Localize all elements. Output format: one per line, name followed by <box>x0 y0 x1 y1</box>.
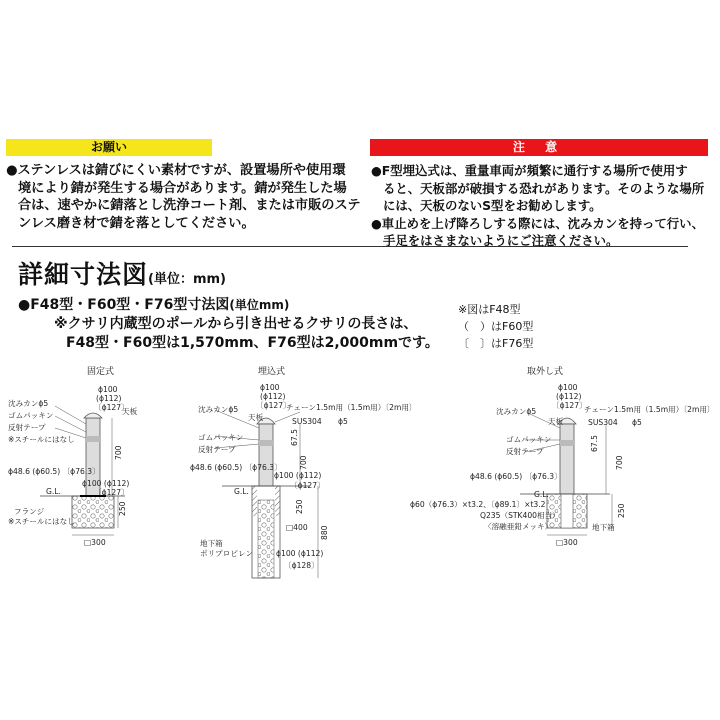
caption-removable: 取外し式 <box>527 367 564 377</box>
caution-line: ると、天板部が破損する恐れがあります。そのような場所 <box>383 180 705 196</box>
fixed-d-mid: ϕ100 (ϕ112) <box>82 479 130 488</box>
removable-pipe: ϕ48.6 (ϕ60.5) 〔ϕ76.3〕 <box>470 472 562 481</box>
removable-sus: SUS304 <box>588 418 618 427</box>
notice-line: 境により錆が発生する場合があります。錆が発生した場 <box>18 180 347 196</box>
buried-h880: 880 <box>320 525 329 540</box>
removable-d-top3: 〔ϕ127〕 <box>552 401 587 410</box>
buried-d5: ϕ5 <box>338 417 348 426</box>
heading-unit: (単位：mm) <box>148 272 226 287</box>
removable-d5: ϕ5 <box>632 418 642 427</box>
buried-box-label: 地下箱 <box>200 539 223 548</box>
fixed-h250: 250 <box>118 501 127 516</box>
fixed-type-drawing <box>8 385 138 547</box>
fixed-rubber: ゴムパッキン <box>8 411 54 420</box>
fixed-w300: □300 <box>84 538 106 547</box>
removable-sink: 沈みカンϕ5 <box>496 407 537 416</box>
notice-line: ●ステンレスは錆びにくい素材ですが、設置場所や使用環 <box>6 163 346 178</box>
removable-d-top: ϕ100 <box>558 383 578 392</box>
fixed-pipe: ϕ48.6 (ϕ60.5) 〔ϕ76.3〕 <box>8 467 100 476</box>
removable-box: 地下箱 <box>592 523 615 532</box>
notice-line: ンレス磨き材で錆を落としてください。 <box>18 215 255 231</box>
subheading <box>18 296 439 353</box>
fixed-cap <box>84 413 102 418</box>
fixed-foundation <box>72 496 114 528</box>
caption-fixed: 固定式 <box>87 367 115 377</box>
removable-tenban: 天板 <box>548 417 564 426</box>
removable-tape: 反射テープ <box>506 447 544 456</box>
buried-h250: 250 <box>295 499 304 514</box>
buried-pp: ポリプロピレン <box>200 549 253 558</box>
buried-type-drawing <box>190 383 417 578</box>
section-heading <box>18 255 226 291</box>
fixed-nosteel: ※スチールにはなし <box>8 435 75 444</box>
caution-line: 手足をはさまないようにご注意ください。 <box>383 233 619 248</box>
fixed-d-top3: 〔ϕ127〕 <box>94 403 129 412</box>
fixed-sink: 沈みカンϕ5 <box>8 399 49 408</box>
buried-pipe: ϕ48.6 (ϕ60.5) 〔ϕ76.3〕 <box>190 463 282 472</box>
heading-title: 詳細寸法図 <box>18 260 149 289</box>
caution-line: ●車止めを上げ降ろしする際には、沈みカンを持って行い、 <box>371 215 704 231</box>
caution-title-bar <box>370 139 708 156</box>
fixed-tenban: 天板 <box>122 407 138 416</box>
removable-base: ϕ60（ϕ76.3）×t3.2、〔ϕ89.1〕×t3.2 <box>410 500 546 509</box>
removable-galv: 〈溶融亜鉛メッキ〉 <box>484 522 553 531</box>
fixed-nosteel2: ※スチールにはなし <box>8 517 75 526</box>
removable-gl: G.L. <box>534 490 549 499</box>
buried-tenban: 天板 <box>248 413 264 422</box>
caution-title: 注 意 <box>512 140 566 154</box>
removable-type-drawing <box>410 383 715 547</box>
buried-d-bot2: 〔ϕ128〕 <box>284 561 319 570</box>
fixed-gl: G.L. <box>46 487 61 496</box>
fixed-flange-label: フランジ <box>14 507 45 516</box>
fixed-d-top: ϕ100 <box>98 385 118 394</box>
chain-note-1: ※クサリ内蔵型のポールから引き出せるクサリの長さは、 <box>54 316 418 332</box>
buried-h700: 700 <box>299 455 308 470</box>
buried-h675: 67.5 <box>290 429 299 446</box>
notice-title-bar <box>6 139 212 156</box>
buried-d-top: ϕ100 <box>260 383 280 392</box>
buried-pole <box>259 424 273 486</box>
notice-text <box>6 162 361 232</box>
buried-d-mid2: 〔ϕ127〕 <box>290 481 325 490</box>
subheading-title: ●F48型・F60型・F76型寸法図 <box>18 297 230 313</box>
fixed-reflect-tape <box>86 436 100 442</box>
fixed-h700: 700 <box>114 445 123 460</box>
legend-item: 〔 〕はF76型 <box>458 337 534 350</box>
buried-w400: □400 <box>286 523 308 532</box>
removable-rubber: ゴムパッキン <box>506 435 552 444</box>
legend-item: （ ）はF60型 <box>458 320 534 333</box>
fixed-d-mid2: 〔ϕ127〕 <box>94 488 129 497</box>
removable-h700: 700 <box>615 455 624 470</box>
removable-h675: 67.5 <box>590 435 599 452</box>
buried-d-bot: ϕ100 (ϕ112) <box>276 549 324 558</box>
chain-note-2: F48型・F60型は1,570mm、F76型は2,000mmです。 <box>66 335 439 351</box>
legend-item: ※図はF48型 <box>458 303 521 316</box>
removable-q235: Q235（STK400相当） <box>480 511 560 520</box>
removable-w300: □300 <box>556 538 578 547</box>
buried-sink: 沈みカンϕ5 <box>198 405 239 414</box>
buried-d-top2: (ϕ112) <box>260 392 286 401</box>
removable-d-top2: (ϕ112) <box>556 392 582 401</box>
buried-rubber: ゴムパッキン <box>198 433 244 442</box>
caption-buried: 埋込式 <box>258 367 286 377</box>
buried-tape: 反射テープ <box>198 445 236 454</box>
buried-d-top3: 〔ϕ127〕 <box>256 401 291 410</box>
section-divider <box>12 246 688 247</box>
buried-sus: SUS304 <box>292 417 322 426</box>
fixed-tape: 反射テープ <box>8 423 46 432</box>
buried-chain: チェーン1.5m用（1.5m用）〔2m用〕 <box>286 403 417 412</box>
removable-chain: チェーン1.5m用（1.5m用）〔2m用〕 <box>584 405 715 414</box>
caution-line: には、天板のないS型をお勧めします。 <box>383 198 602 213</box>
caution-line: ●F型埋込式は、重量車両が頻繁に通行する場所で使用す <box>371 163 688 178</box>
notice-line: 合は、速やかに錆落とし洗浄コート剤、または市販のステ <box>18 198 361 213</box>
caution-text <box>371 162 704 250</box>
removable-h250: 250 <box>617 503 626 518</box>
buried-gl: G.L. <box>234 487 249 496</box>
legend <box>458 301 533 352</box>
removable-pole <box>560 424 574 494</box>
fixed-d-top2: (ϕ112) <box>96 394 122 403</box>
dimension-drawings <box>0 376 720 586</box>
buried-d-mid: ϕ100 (ϕ112) <box>274 471 322 480</box>
notice-title: お願い <box>90 140 127 154</box>
subheading-unit: (単位mm) <box>229 298 290 312</box>
